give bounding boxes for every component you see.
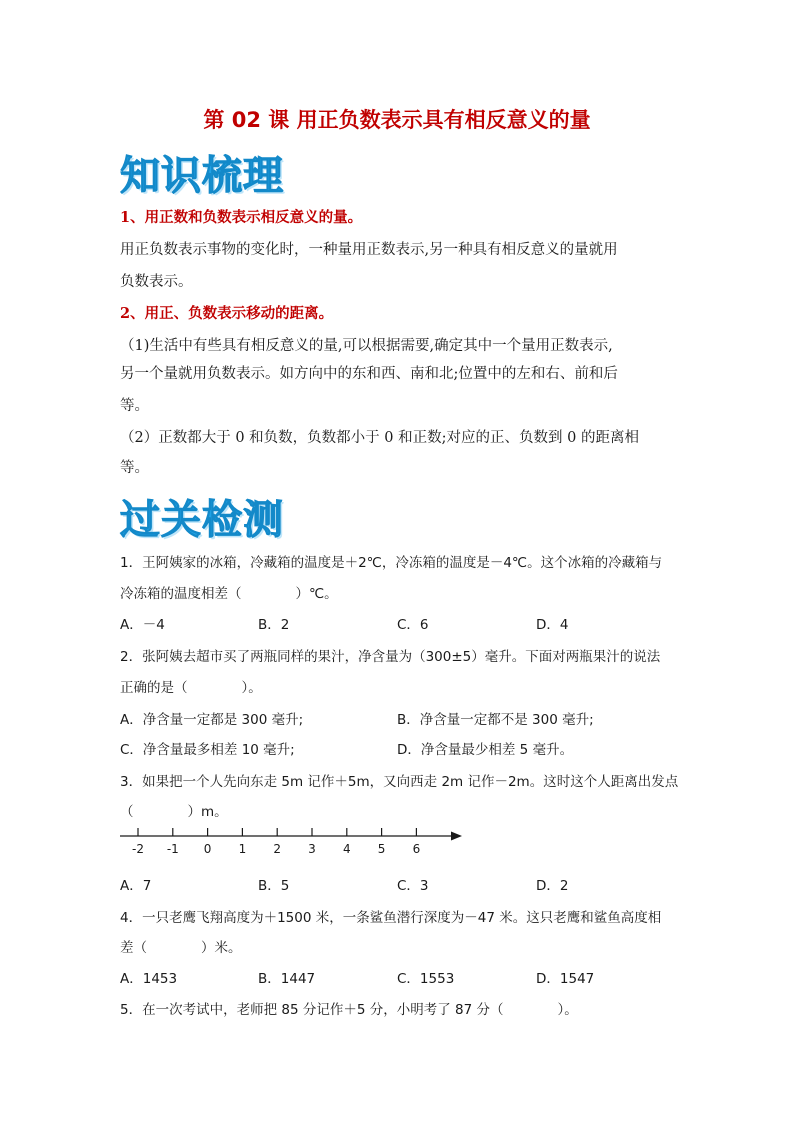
section2-paragraph1: （1)生活中有些具有相反意义的量,可以根据需要,确定其中一个量用正数表示, <box>120 338 613 354</box>
knowledge-banner: 知识梳理 <box>120 153 284 199</box>
section2-paragraph2: 等。 <box>120 460 149 476</box>
q3-option-c[interactable]: C．3 <box>397 878 429 894</box>
number-line-label: -1 <box>166 842 179 856</box>
number-line-label: 6 <box>412 842 421 856</box>
question-5: 5．在一次考试中，老师把 85 分记作＋5 分，小明考了 87 分（ ）。 <box>120 1002 578 1018</box>
question-2: 2．张阿姨去超市买了两瓶同样的果汁，净含量为（300±5）毫升。下面对两瓶果汁的说法 <box>120 649 661 665</box>
section2-paragraph1: 等。 <box>120 398 149 414</box>
number-line-label: -2 <box>132 842 144 856</box>
page-title: 第 02 课 用正负数表示具有相反意义的量 <box>203 108 591 132</box>
number-line-arrow <box>451 832 462 841</box>
section1-text: 负数表示。 <box>120 274 193 290</box>
question-1: 冷冻箱的温度相差（ ）℃。 <box>120 586 338 602</box>
question-1: 1．王阿姨家的冰箱，冷藏箱的温度是＋2℃，冷冻箱的温度是－4℃。这个冰箱的冷藏箱与 <box>120 555 663 571</box>
question-2: 正确的是（ ）。 <box>120 680 262 696</box>
section2-paragraph2: （2）正数都大于 0 和负数，负数都小于 0 和正数;对应的正、负数到 0 的距离相 <box>120 430 639 446</box>
q3-option-d[interactable]: D．2 <box>536 878 569 894</box>
q1-option-d[interactable]: D．4 <box>536 617 569 633</box>
number-line <box>110 822 470 858</box>
q2-option-d[interactable]: D．净含量最少相差 5 毫升。 <box>397 742 574 758</box>
section2-heading: 2、用正、负数表示移动的距离。 <box>120 305 334 322</box>
q3-option-a[interactable]: A．7 <box>120 878 152 894</box>
question-4: 差（ ）米。 <box>120 940 242 956</box>
test-banner: 过关检测 <box>120 497 284 543</box>
q4-option-c[interactable]: C．1553 <box>397 971 455 987</box>
q1-option-c[interactable]: C．6 <box>397 617 429 633</box>
q1-option-b[interactable]: B．2 <box>258 617 290 633</box>
number-line-label: 3 <box>308 842 316 856</box>
number-line-label: 5 <box>377 842 386 856</box>
q2-option-a[interactable]: A．净含量一定都是 300 毫升; <box>120 712 304 728</box>
q4-option-b[interactable]: B．1447 <box>258 971 316 987</box>
q3-option-b[interactable]: B．5 <box>258 878 290 894</box>
section1-heading: 1、用正数和负数表示相反意义的量。 <box>120 209 363 226</box>
q2-option-c[interactable]: C．净含量最多相差 10 毫升; <box>120 742 295 758</box>
q4-option-d[interactable]: D．1547 <box>536 971 595 987</box>
q2-option-b[interactable]: B．净含量一定都不是 300 毫升; <box>397 712 594 728</box>
question-4: 4．一只老鹰飞翔高度为＋1500 米，一条鲨鱼潜行深度为－47 米。这只老鹰和鲨鱼高度相 <box>120 910 662 926</box>
q1-option-a[interactable]: A．－4 <box>120 617 165 633</box>
question-3: 3．如果把一个人先向东走 5m 记作＋5m，又向西走 2m 记作－2m。这时这个人距离出发点 <box>120 774 679 790</box>
number-line-label: 0 <box>203 842 212 856</box>
number-line-label: 1 <box>238 842 247 856</box>
number-line-label: 4 <box>342 842 351 856</box>
section2-paragraph1: 另一个量就用负数表示。如方向中的东和西、南和北;位置中的左和右、前和后 <box>120 366 618 382</box>
section1-text: 用正负数表示事物的变化时，一种量用正数表示,另一种具有相反意义的量就用 <box>120 242 618 258</box>
number-line-label: 2 <box>273 842 282 856</box>
q4-option-a[interactable]: A．1453 <box>120 971 178 987</box>
question-3: （ ）m。 <box>120 804 228 820</box>
